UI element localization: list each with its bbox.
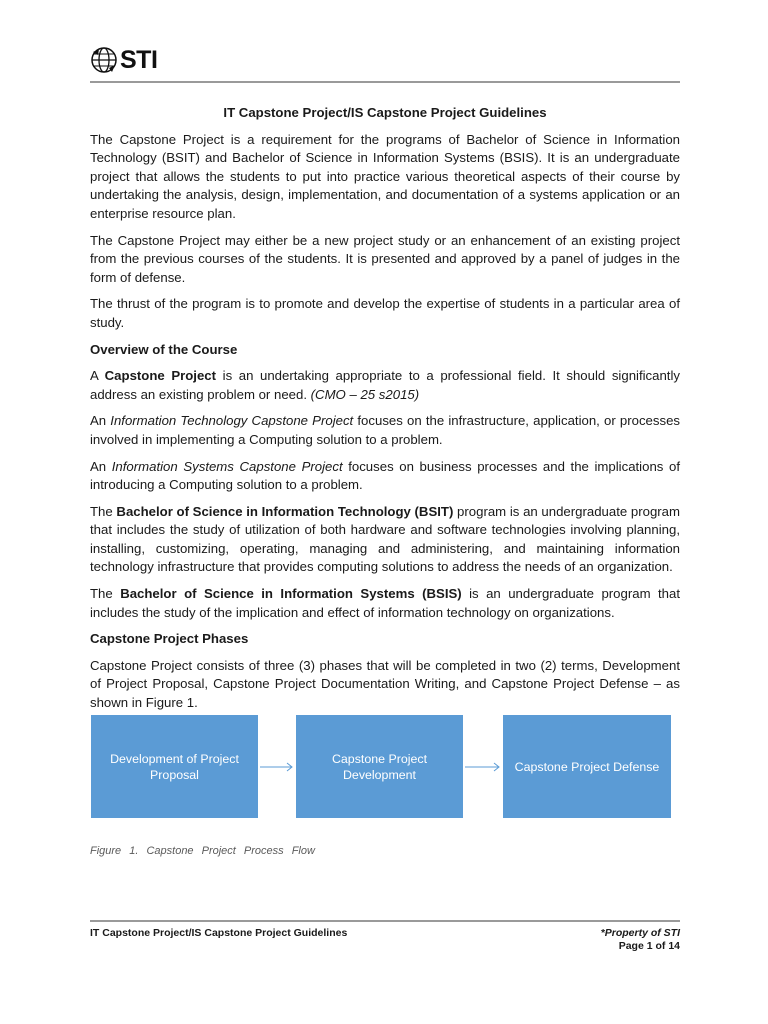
capstone-def-term: Capstone Project bbox=[104, 368, 217, 384]
it-def-text: focuses on the infrastructure, application, or processes involved in implementing a Computing solution to a problem. bbox=[90, 413, 680, 447]
footer-right bbox=[601, 927, 680, 953]
it-definition bbox=[90, 412, 680, 449]
flow-box-development bbox=[296, 715, 463, 818]
header-divider bbox=[90, 81, 680, 83]
arrow-right-icon bbox=[259, 760, 295, 774]
capstone-def-prefix: A bbox=[90, 368, 105, 384]
figure-caption: Figure 1. Capstone Project Process Flow bbox=[90, 845, 315, 857]
is-def-prefix: An bbox=[90, 458, 112, 474]
document-body bbox=[90, 104, 680, 721]
is-def-term: Information Systems Capstone Project bbox=[111, 458, 343, 474]
bsis-def-text: is an undergraduate program that includes the study of the implication and effect of information technology on organizations. bbox=[90, 586, 681, 620]
flow-box-defense bbox=[503, 715, 671, 818]
intro-paragraph-2: The Capstone Project may either be a new project study or an enhancement of an existing project from the previous courses of the students. It is presented and approved by a panel of judges in the form of defense. bbox=[90, 232, 680, 285]
is-def-text: focuses on business processes and the implications of introducing a Computing solution to a problem. bbox=[90, 458, 680, 493]
it-def-prefix: An bbox=[90, 413, 111, 429]
overview-heading: Overview of the Course bbox=[90, 341, 238, 357]
flow-box-development-line1: Capstone Project bbox=[331, 751, 428, 766]
logo-text: STI bbox=[120, 45, 158, 74]
flow-box-proposal-line1: Development of Project bbox=[110, 751, 239, 766]
footer-divider bbox=[90, 920, 680, 922]
globe-icon bbox=[90, 46, 118, 74]
phases-paragraph: Capstone Project consists of three (3) phases that will be completed in two (2) terms, Development of Project Proposal, Capstone Project Documentation Writing, and Capstone Project Defense – as shown in Figure 1. bbox=[90, 657, 680, 711]
flow-box-proposal-line2: Proposal bbox=[150, 767, 199, 782]
bsit-definition bbox=[90, 503, 680, 577]
intro-paragraph-3: The thrust of the program is to promote and develop the expertise of students in a particular area of study. bbox=[90, 296, 680, 330]
capstone-definition bbox=[90, 367, 680, 404]
capstone-def-citation: (CMO – 25 s2015) bbox=[310, 386, 420, 402]
intro-paragraph-1: The Capstone Project is a requirement for the programs of Bachelor of Science in Information Technology (BSIT) and Bachelor of Science in Information Systems (BSIS). It is an undergraduate project that allows the students to put into practice various theoretical aspects of their course by undertaking the analysis, design, implementation, and documentation of a systems application or an enterprise resource plan. bbox=[90, 131, 680, 221]
flow-box-defense-label: Capstone Project Defense bbox=[514, 759, 660, 774]
sti-logo bbox=[90, 46, 157, 74]
bsit-def-prefix: The bbox=[90, 503, 117, 519]
capstone-def-text: is an undertaking appropriate to a professional field. It should significantly address an existing problem or need. bbox=[90, 368, 680, 402]
flow-box-proposal bbox=[91, 715, 258, 818]
bsis-def-prefix: The bbox=[90, 586, 121, 602]
process-flow-diagram bbox=[91, 715, 671, 818]
page-number: Page 1 of 14 bbox=[618, 940, 680, 952]
bsit-def-term: Bachelor of Science in Information Technology (BSIT) bbox=[116, 503, 454, 519]
is-definition bbox=[90, 458, 680, 495]
bsit-def-text: program is an undergraduate program that includes the study of utilization of both hardware and software technologies involving planning, installing, customizing, operating, managing and administering, and maintaining information technology infrastructure that provides computing solutions to address the needs of an organization. bbox=[90, 503, 681, 575]
document-title: IT Capstone Project/IS Capstone Project Guidelines bbox=[223, 105, 547, 120]
it-def-term: Information Technology Capstone Project bbox=[110, 413, 354, 429]
bsis-def-term: Bachelor of Science in Information Systems (BSIS) bbox=[120, 586, 462, 602]
flow-box-development-line2: Development bbox=[342, 767, 416, 782]
phases-heading: Capstone Project Phases bbox=[90, 631, 249, 647]
bsis-definition bbox=[90, 585, 680, 622]
footer-title: IT Capstone Project/IS Capstone Project Guidelines bbox=[90, 927, 348, 939]
arrow-right-icon bbox=[464, 760, 502, 774]
footer-property: *Property of STI bbox=[600, 927, 680, 939]
